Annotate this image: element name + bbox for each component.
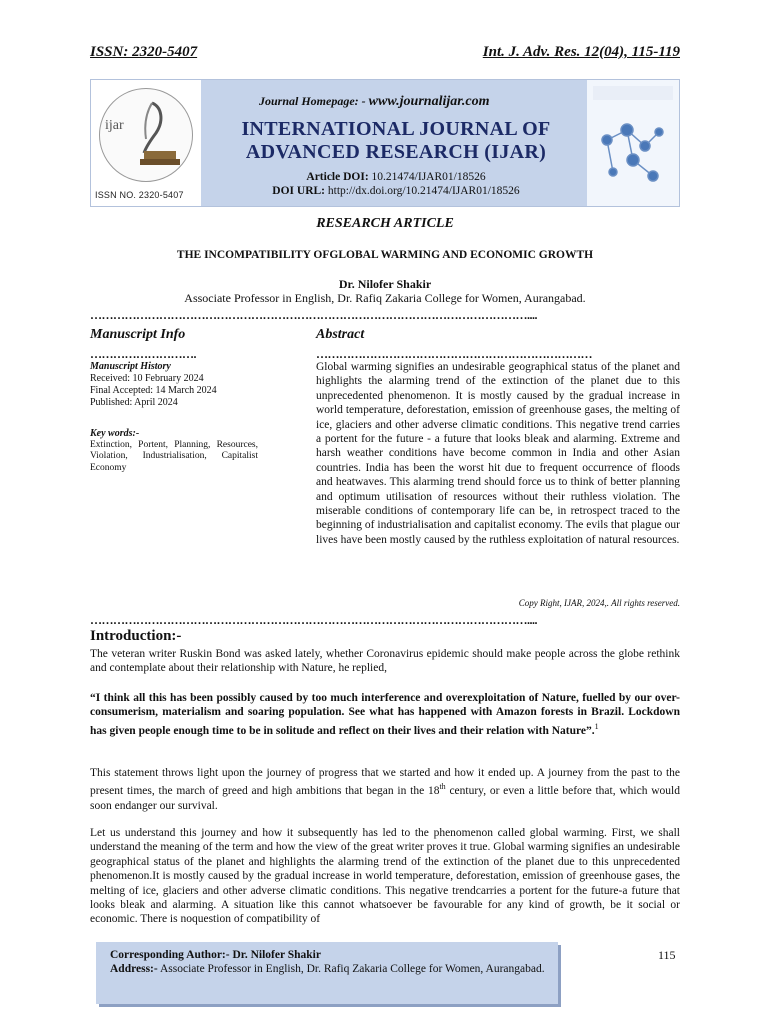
separator-bottom: …………………………………………………………………………………………………….... (90, 614, 537, 626)
manuscript-dots: ………………………. (90, 348, 196, 360)
keywords-heading: Key words:- (90, 428, 140, 439)
logo-text: ijar (105, 118, 124, 133)
keywords-block (90, 428, 258, 474)
intro-paragraph-2 (90, 766, 680, 813)
quote-footnote-ref: 1 (594, 721, 599, 731)
corresponding-author: Corresponding Author:- Dr. Nilofer Shakir (110, 949, 321, 961)
address-text: Associate Professor in English, Dr. Rafiq Zakaria College for Women, Aurangabad. (157, 963, 545, 976)
p2-text-b: century, or even a little before that, which would soon endanger our survival. (90, 785, 680, 812)
homepage-link[interactable]: www.journalijar.com (368, 94, 490, 109)
article-title: THE INCOMPATIBILITY OFGLOBAL WARMING AND ECONOMIC GROWTH (176, 249, 594, 261)
separator-top: …………………………………………………………………………………………………….... (90, 309, 537, 321)
copyright-notice: Copy Right, IJAR, 2024,. All rights reserved. (518, 598, 680, 608)
doi-value: 10.21474/IJAR01/18526 (371, 171, 486, 183)
accepted-date: Final Accepted: 14 March 2024 (90, 385, 217, 396)
article-type: RESEARCH ARTICLE (316, 216, 454, 231)
homepage-line (259, 94, 490, 110)
published-date: Published: April 2024 (90, 397, 178, 408)
homepage-label: Journal Homepage: - (259, 94, 366, 108)
doi-url-link[interactable]: http://dx.doi.org/10.21474/IJAR01/18526 (327, 185, 520, 197)
p2-sup: th (439, 782, 446, 792)
abstract-heading: Abstract (316, 327, 365, 342)
abstract-text: Global warming signifies an undesirable geographical status of the planet and highlights the alarming trend of the extinction of the planet due to this unprecedented phenomenon. It is mostly caused by the gradual increase in world temperature, deforestation, emission of greenhouse gases, the melting of ice, glaciers and other adverse climatic conditions. This negative trend carries a portent for the future - a future that looks bleak and alarming. Extreme and harsh weather conditions have become common in India and other Asian countries. India has been the worst hit due to frequent occurrence of floods and heatwaves. This alarming trend should force us to think of better planning and optimum utilisation of resources without their ruthless violation. The miserable conditions of contemporary life can be, in retrospect traced to the beginning of industrialisation and capitalist economy. The evils that plague our lives have been mostly caused by the ruthless exploitation of natural resources. (316, 361, 680, 546)
intro-paragraph-3: Let us understand this journey and how it subsequently has led to the phenomenon called global warming. First, we shall understand the meaning of the term and how the view of the great writer proves it true. Global warming signifies an undesirable geographical status of the planet and highlights the alarming trend of the extinction of the planet due to this unprecedented phenomenon.It is mostly caused by the gradual increase in world temperature, deforestation, emission of greenhouse gases, the melting of ice, glaciers and other adverse climatic conditions. This negative trendcarries a portent for the future-a future that looks bleak and alarming. A situation like this cannot whatsoever be favourable for any kind of growth, be it social or economic. There is noquestion of compatibility of (90, 827, 680, 926)
journal-cover-image (587, 80, 679, 206)
doi-block (231, 170, 561, 198)
journal-logo (91, 80, 201, 206)
journal-title (221, 118, 571, 164)
logo-circle (99, 88, 193, 182)
address-label: Address:- (110, 963, 158, 976)
journal-title-line1: INTERNATIONAL JOURNAL OF (241, 118, 551, 140)
received-date: Received: 10 February 2024 (90, 373, 204, 384)
manuscript-history-heading: Manuscript History (90, 361, 171, 372)
journal-banner (90, 79, 680, 207)
intro-paragraph-1: The veteran writer Ruskin Bond was asked lately, whether Coronavirus epidemic should make people across the globe rethink and contemplate about their relationship with Nature, he replied, (90, 648, 680, 675)
p2-text-a: This statement throws light upon the journey of progress that we started and how it ended up. A journey from the past to the present times, the march of greed and high ambitions that began in the 18 (90, 767, 680, 798)
doi-url-label: DOI URL: (272, 185, 326, 197)
author-name: Dr. Nilofer Shakir (338, 277, 432, 291)
introduction-heading: Introduction:- (90, 628, 182, 644)
keywords-text: Extinction, Portent, Planning, Resources, Violation, Industrialisation, Capitalist Economy (90, 439, 258, 473)
manuscript-history (90, 361, 258, 409)
logo-issn: ISSN NO. 2320-5407 (95, 190, 184, 200)
corresponding-author-box (96, 942, 558, 1004)
page-number: 115 (658, 948, 676, 962)
author-address (110, 962, 550, 976)
doi-label: Article DOI: (306, 171, 369, 183)
author-affiliation: Associate Professor in English, Dr. Rafiq Zakaria College for Women, Aurangabad. (184, 291, 586, 305)
issn-text: ISSN: 2320-5407 (90, 44, 198, 60)
intro-quote (90, 691, 680, 738)
quote-text: “I think all this has been possibly caused by too much interference and overexploitation of Nature, fuelled by our over-consumerism, materialism and soaring population. See what has happened with Amazon forests in Brazil. Lockdown has given people enough time to be in solitude and reflect on their lives and their relation with Nature”. (90, 692, 680, 737)
abstract-dots: ……………………………………………………………… (316, 348, 592, 360)
manuscript-info-heading: Manuscript Info (90, 327, 186, 342)
journal-title-line2: ADVANCED RESEARCH (IJAR) (245, 141, 547, 163)
citation-text: Int. J. Adv. Res. 12(04), 115-119 (482, 44, 680, 60)
